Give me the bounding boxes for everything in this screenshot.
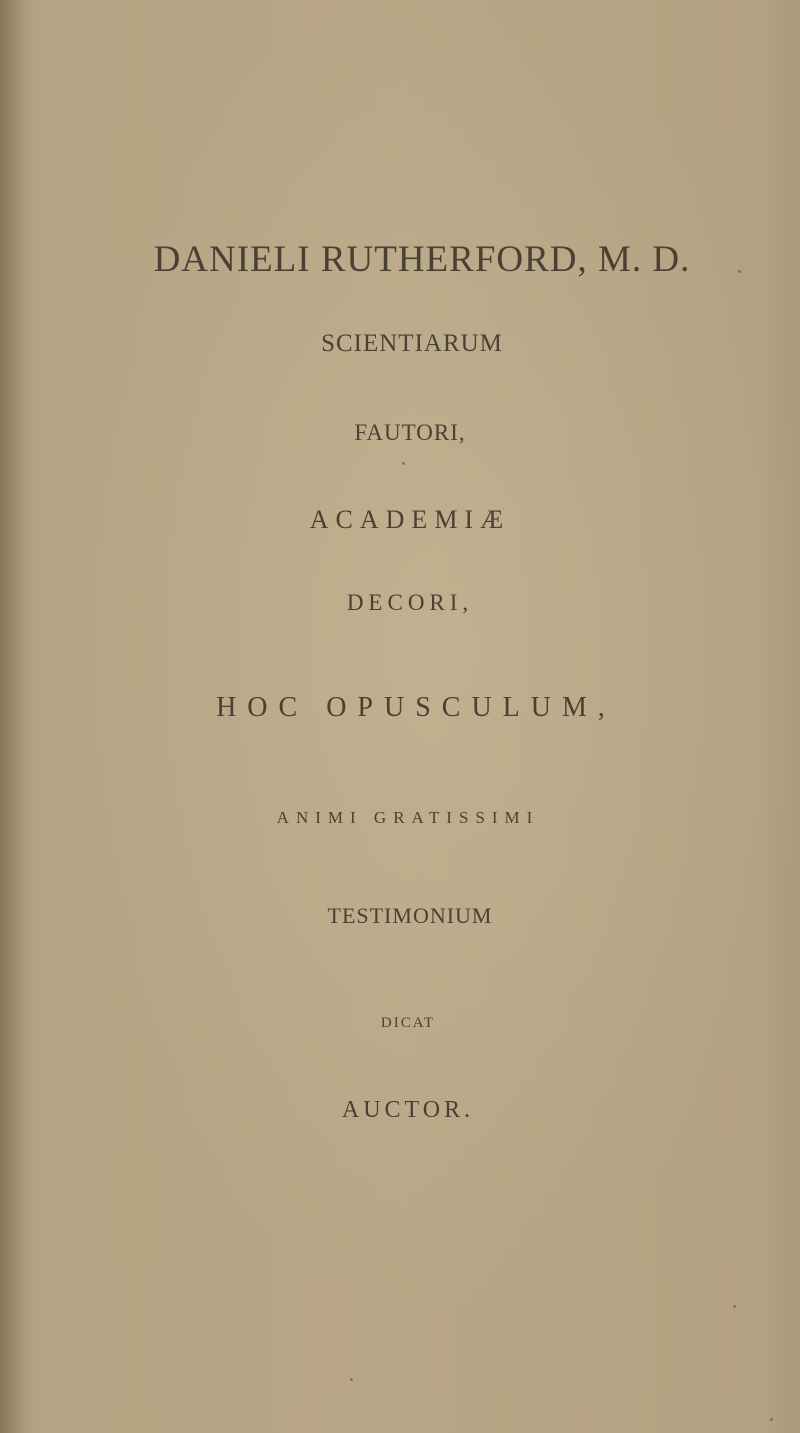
dedication-line-dicat: DICAT [380,1015,436,1031]
paper-speck [350,1378,353,1381]
dedication-line-scientiarum: SCIENTIARUM [321,330,503,357]
paper-speck [733,1305,736,1308]
dedication-line-academiae: ACADEMIÆ [309,505,511,534]
dedication-line-auctor: AUCTOR. [341,1097,475,1123]
paper-speck [770,1418,773,1421]
paper-speck [738,270,741,273]
dedication-line-animi: ANIMI GRATISSIMI [276,808,540,827]
dedication-line-decori: DECORI, [346,590,474,615]
paper-speck [402,462,405,465]
dedication-line-fautori: FAUTORI, [354,420,466,445]
dedicatee-name: DANIELI RUTHERFORD, M. D. [153,239,691,280]
dedication-line-testimonium: TESTIMONIUM [327,903,493,928]
dedication-line-opusculum: HOC OPUSCULUM, [216,692,616,723]
